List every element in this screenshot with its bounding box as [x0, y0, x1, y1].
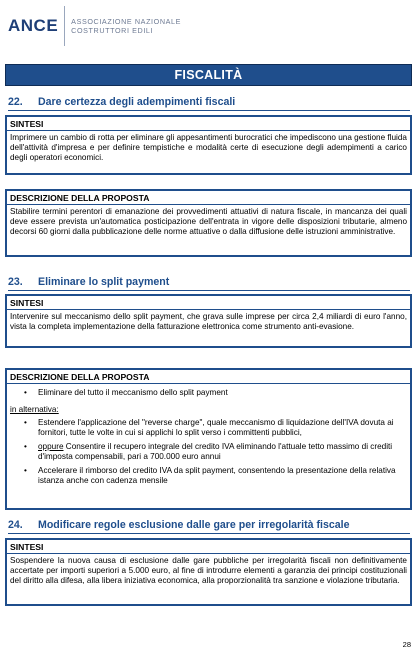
- proposta-box-22: [5, 189, 412, 257]
- alternativa-text: in alternativa: [10, 405, 57, 414]
- heading-title: Eliminare lo split payment: [38, 276, 170, 288]
- proposta-list-2: [7, 416, 410, 493]
- proposta-text: Stabilire termini perentori di emanazione dei provvedimenti attuativi di natura fiscale, in mancanza dei quali deve essere prevista un'automatica posticipazione dell'entrata in vigore delle disposizioni tributarie, almeno decorsi 60 giorni dalla pubblicazione delle norme attuative o dalla diffusione delle istruzioni amministrative.: [10, 207, 407, 236]
- section-banner: [5, 64, 412, 86]
- page-number: 28: [402, 640, 411, 649]
- oppure-label: oppure: [38, 442, 64, 451]
- heading-number: 23.: [8, 276, 23, 288]
- sintesi-box-24: [5, 538, 412, 606]
- heading-rule: [8, 110, 410, 111]
- heading-number: 22.: [8, 96, 23, 108]
- list-item: • Eliminare del tutto il meccanismo dello split payment: [10, 388, 407, 398]
- sintesi-box-22: [5, 115, 412, 175]
- sintesi-label: SINTESI: [7, 296, 410, 310]
- proposta-list-1: [7, 384, 410, 405]
- logo-subtitle: [71, 17, 181, 35]
- proposta-label: DESCRIZIONE DELLA PROPOSTA: [7, 370, 410, 384]
- heading-23: [8, 276, 169, 288]
- ance-logo: [8, 4, 181, 48]
- banner-title: FISCALITÀ: [174, 68, 243, 82]
- list-item: • Accelerare il rimborso del credito IVA da split payment, consentendo la presentazione della relativa istanza anche con cadenza mensile: [10, 466, 407, 486]
- heading-rule: [8, 533, 410, 534]
- heading-22: [8, 96, 235, 108]
- list-item-text: Consentire il recupero integrale del credito IVA eliminando l'attuale tetto massimo di crediti d'imposta compensabili, pari a 700.000 euro annui: [38, 442, 393, 461]
- sintesi-box-23: [5, 294, 412, 348]
- logo-separator: [64, 6, 65, 46]
- heading-title: Dare certezza degli adempimenti fiscali: [38, 96, 236, 108]
- list-item: [10, 442, 407, 462]
- proposta-box-23: [5, 368, 412, 510]
- heading-title: Modificare regole esclusione dalle gare per irregolarità fiscale: [38, 519, 350, 531]
- proposta-label: DESCRIZIONE DELLA PROPOSTA: [7, 191, 410, 205]
- logo-subtitle-line-1: ASSOCIAZIONE NAZIONALE: [71, 17, 182, 26]
- sintesi-text: Intervenire sul meccanismo dello split payment, che grava sulle imprese per circa 2,4 miliardi di euro l'anno, vista la completa implementazione della fatturazione elettronica come strumento anti-evasione.: [10, 312, 407, 331]
- sintesi-text: Sospendere la nuova causa di esclusione dalle gare pubbliche per irregolarità fiscali non definitivamente accertate per importi superiori a 5.000 euro, al fine di introdurre elementi a garanzia dei principi costituzionali del diritto alla difesa, alla libera iniziativa economica, alla proporzionalità tra sanzione e violazione tributaria.: [10, 556, 407, 585]
- logo-subtitle-line-2: COSTRUTTORI EDILI: [71, 26, 154, 35]
- list-item: • Estendere l'applicazione del "reverse charge", quale meccanismo di liquidazione dell'IVA dovuta ai fornitori, tutte le volte in cui si applichi lo split verso i committenti pubblici,: [10, 418, 407, 438]
- logo-text: ANCE: [8, 16, 59, 35]
- alternativa-label: in alternativa:: [10, 405, 59, 414]
- heading-rule: [8, 290, 410, 291]
- heading-24: [8, 519, 349, 531]
- sintesi-label: SINTESI: [7, 540, 410, 554]
- heading-number: 24.: [8, 519, 23, 531]
- sintesi-text: Imprimere un cambio di rotta per eliminare gli appesantimenti burocratici che impediscono una gestione fluida dell'attività d'impresa e per definire tempistiche e modalità certe di esecuzione degli adempimenti a carico degli operatori economici.: [10, 133, 407, 162]
- sintesi-label: SINTESI: [7, 117, 410, 131]
